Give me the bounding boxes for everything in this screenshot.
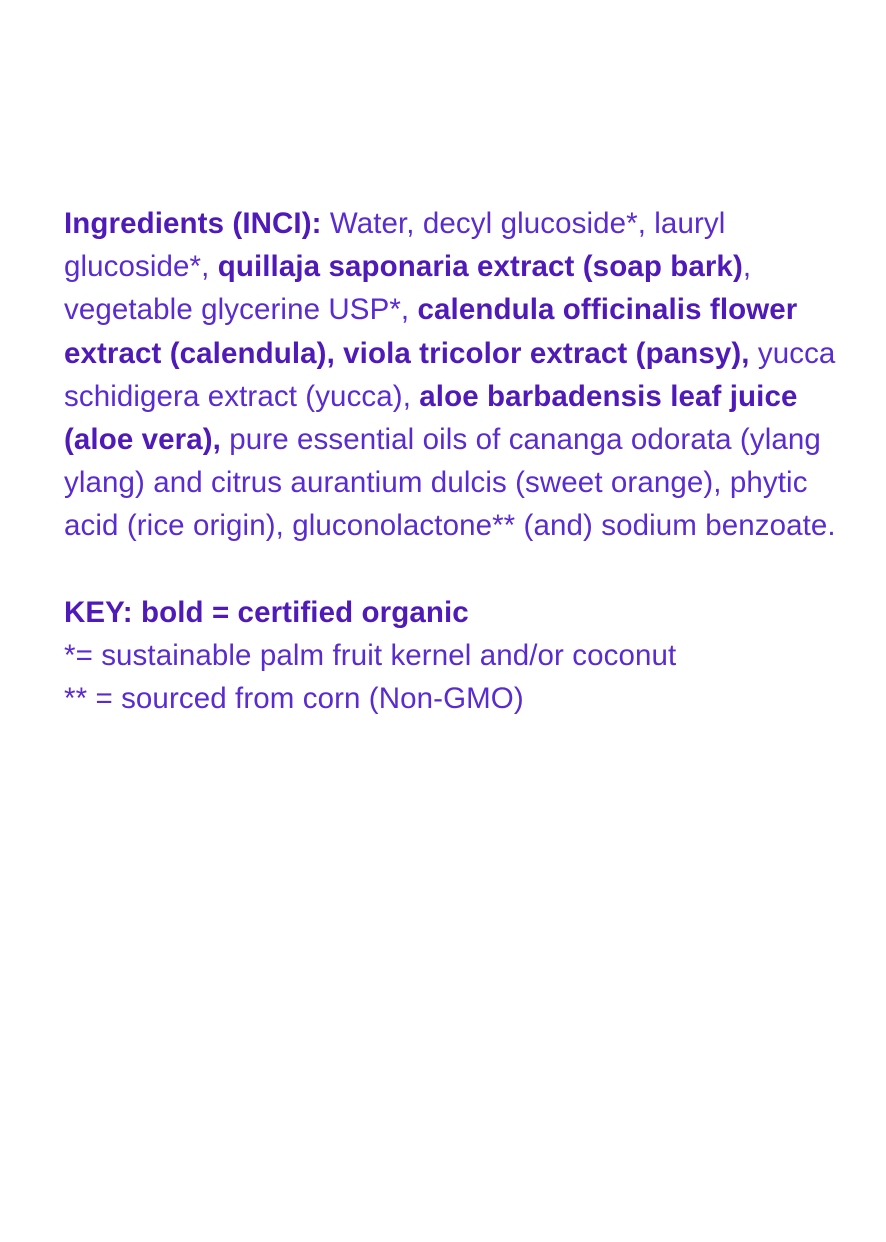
ingredients-organic-1: quillaja saponaria extract (soap bark): [217, 250, 743, 284]
key-note-palm: *= sustainable palm fruit kernel and/or coconut: [64, 638, 677, 672]
ingredients-text-4: pure essential oils of cananga odorata (ylang ylang) and citrus aurantium dulcis (sweet orange), phytic acid (rice origin), gluconolactone** (and) sodium benzoate.: [64, 423, 836, 543]
ingredients-organic-2: calendula officinalis flower extract (calendula), viola tricolor extract (pansy),: [64, 293, 798, 370]
ingredients-heading: Ingredients (INCI):: [64, 207, 322, 240]
ingredients-text-3: yucca schidigera extract (yucca),: [64, 336, 836, 413]
ingredients-paragraph: [64, 202, 854, 548]
ingredients-panel: [64, 202, 854, 720]
key-note-corn: ** = sourced from corn (Non-GMO): [64, 682, 524, 716]
ingredients-text-1: Water, decyl glucoside*, lauryl glucoside*,: [64, 207, 726, 284]
ingredients-text-2: , vegetable glycerine USP*,: [64, 250, 752, 327]
ingredients-organic-3: aloe barbadensis leaf juice (aloe vera),: [64, 379, 798, 457]
key-legend: [64, 591, 854, 721]
key-title: KEY: bold = certified organic: [64, 595, 469, 629]
